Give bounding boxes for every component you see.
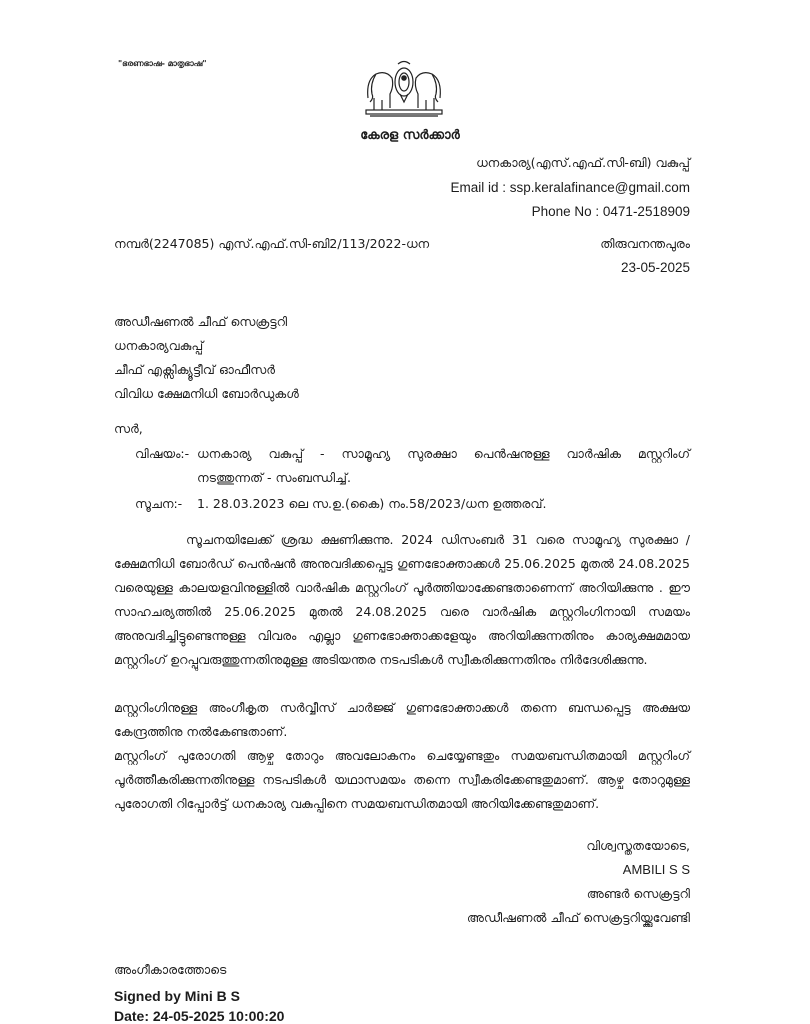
department-name: ധനകാര്യ(എസ്.എഫ്.സി-ബി) വകുപ്പ്	[476, 155, 690, 170]
addressee-line: ധനകാര്യവകുപ്പ്	[114, 338, 204, 353]
approval-note: അംഗീകാരത്തോടെ	[114, 962, 227, 977]
language-motto: "ഭരണഭാഷ- മാതൃഭാഷ"	[118, 59, 207, 68]
department-email: Email id : ssp.keralafinance@gmail.com	[450, 180, 690, 195]
salutation: സർ,	[114, 421, 143, 436]
kerala-state-emblem-icon	[360, 58, 448, 120]
department-phone: Phone No : 0471-2518909	[531, 204, 690, 219]
body-paragraph: മസ്റ്ററിംഗിനുള്ള അംഗീകൃത സർവ്വീസ് ചാർജ്ജ് ഗുണഭോക്താക്കൾ തന്നെ ബന്ധപ്പെട്ട അക്ഷയ കേന്ദ്രത്തിനു നൽകേണ്ടതാണ്.	[114, 700, 690, 739]
signatory-designation: അണ്ടർ സെക്രട്ടറി	[586, 886, 690, 901]
subject-text-continued: നടത്തുന്നത് - സംബന്ധിച്ച്.	[197, 470, 351, 485]
addressee-line: വിവിധ ക്ഷേമനിധി ബോർഡുകൾ	[114, 386, 299, 401]
body-paragraph: മസ്റ്ററിംഗ് പുരോഗതി ആഴ്ച തോറും അവലോകനം ചെയ്യേണ്ടതും സമയബന്ധിതമായി മസ്റ്ററിംഗ് പൂർത്തീകരിക്കുന്നതിനുള്ള നടപടികൾ യഥാസമയം തന്നെ സ്വീകരിക്കേണ്ടതുമാണ്. ആഴ്ച തോറുമുള്ള പുരോഗതി റിപ്പോർട്ട് ധനകാര്യ വകുപ്പിനെ സമയബന്ധിതമായി അറിയിക്കേണ്ടതുമാണ്.	[114, 748, 690, 811]
signatory-name: AMBILI S S	[622, 862, 690, 877]
letter-place: തിരുവനന്തപുരം	[600, 236, 690, 251]
subject-label: വിഷയം:-	[135, 446, 190, 461]
addressee-line: അഡീഷണൽ ചീഫ് സെക്രട്ടറി	[114, 314, 288, 329]
government-name: കേരള സർക്കാർ	[360, 128, 460, 143]
body-paragraph: സൂചനയിലേക്ക് ശ്രദ്ധ ക്ഷണിക്കുന്നു. 2024 ഡിസംബർ 31 വരെ സാമൂഹ്യ സുരക്ഷാ / ക്ഷേമനിധി ബോർഡ് പെൻഷൻ അനുവദിക്കപ്പെട്ട ഗുണഭോക്താക്കൾ 25.06.2025 മുതൽ 24.08.2025 വരെയുള്ള കാലയളവിനുള്ളിൽ വാർഷിക മസ്റ്ററിംഗ് പൂർത്തിയാക്കേണ്ടതാണെന്ന് അറിയിക്കുന്നു . ഈ സാഹചര്യത്തിൽ 25.06.2025 മുതൽ 24.08.2025 വരെ വാർഷിക മസ്റ്ററിംഗിനായി സമയം അനുവദിച്ചിട്ടുണ്ടെന്നുള്ള വിവരം എല്ലാ ഗുണഭോക്താക്കളേയും അറിയിക്കുന്നതിനും കാര്യക്ഷമമായ മസ്റ്ററിംഗ് ഉറപ്പുവരുത്തുന്നതിനുമുള്ള അടിയന്തര നടപടികൾ സ്വീകരിക്കുന്നതിനും നിർദേശിക്കുന്നു.	[114, 532, 690, 667]
digital-signed-date: Date: 24-05-2025 10:00:20	[114, 1008, 285, 1024]
subject-text: ധനകാര്യ വകുപ്പ് - സാമൂഹ്യ സുരക്ഷാ പെൻഷനുള്ള വാർഷിക മസ്റ്ററിംഗ്	[197, 446, 690, 461]
letter-date: 23-05-2025	[620, 260, 690, 275]
addressee-line: ചീഫ് എക്സിക്യൂട്ടീവ് ഓഫീസർ	[114, 362, 276, 377]
digital-signed-by: Signed by Mini B S	[114, 988, 241, 1004]
file-number: നമ്പർ(2247085) എസ്.എഫ്.സി-ബി2/113/2022-ധന	[114, 236, 430, 251]
signatory-on-behalf: അഡീഷണൽ ചീഫ് സെക്രട്ടറിയ്ക്കുവേണ്ടി	[466, 910, 690, 925]
reference-label: സൂചന:-	[135, 496, 183, 511]
reference-text: 1. 28.03.2023 ലെ സ.ഉ.(കൈ) നം.58/2023/ധന ഉത്തരവ്.	[197, 496, 547, 511]
signature-closing: വിശ്വസ്തതയോടെ,	[586, 838, 690, 853]
